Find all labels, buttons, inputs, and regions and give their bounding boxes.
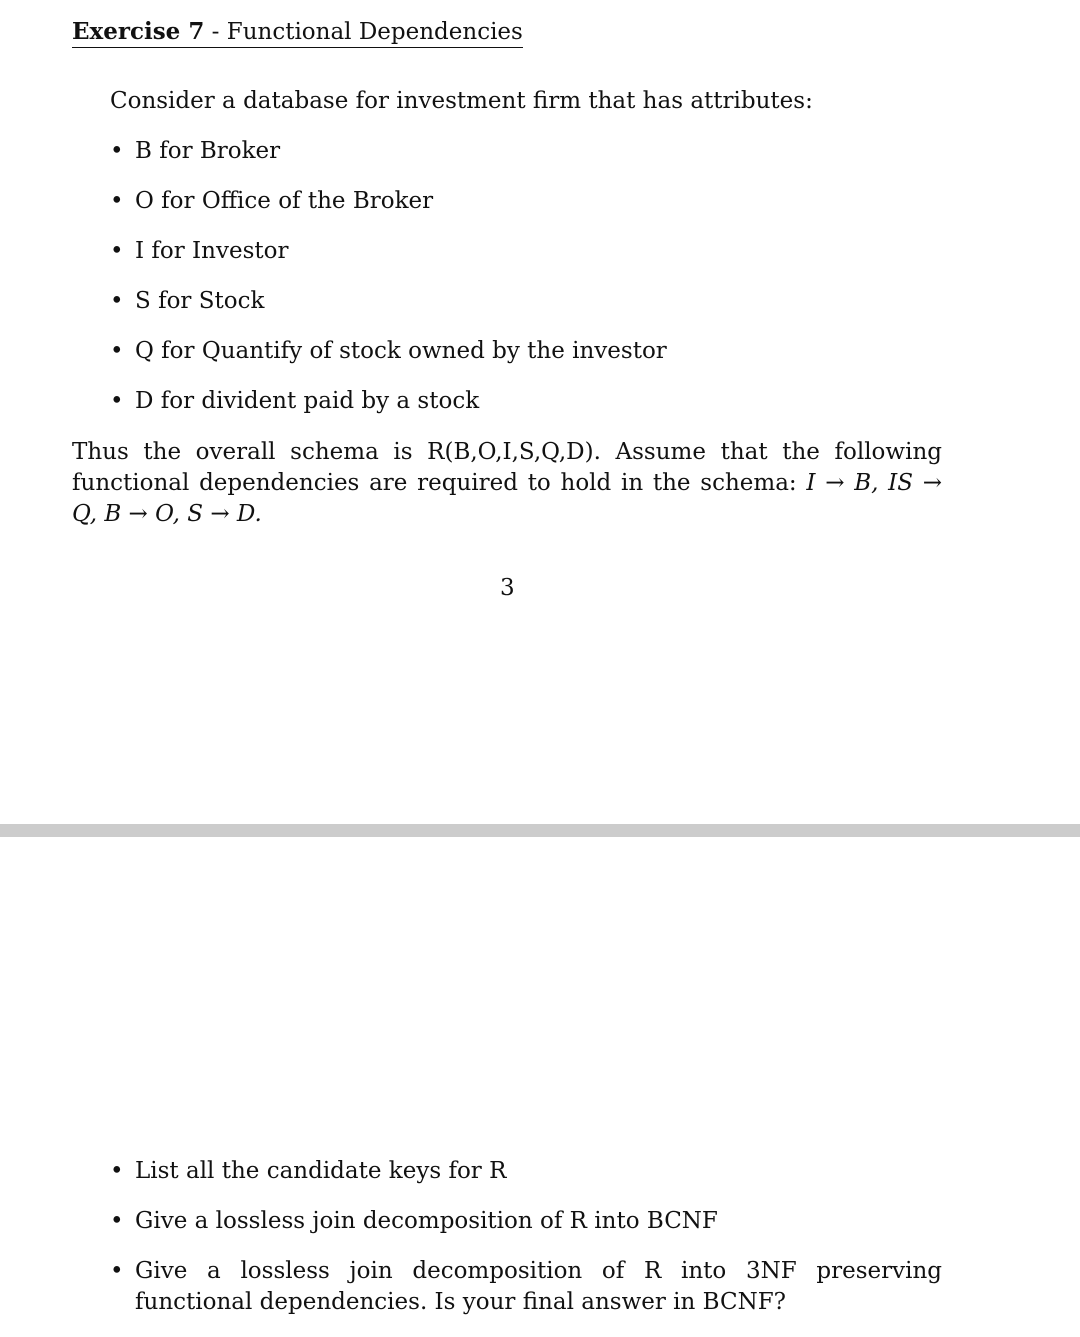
list-item: • B for Broker [110,138,667,188]
schema-text: Thus the overall schema is R(B,O,I,S,Q,D). Assume that the following functional dependencies are required to hold in the schema: [72,439,942,496]
exercise-topic: - Functional Dependencies [204,19,523,45]
list-item: • Give a lossless join decomposition of R into BCNF [110,1206,942,1237]
bullet-icon: • [110,338,124,364]
page-divider [0,824,1080,837]
list-item: • List all the candidate keys for R [110,1156,942,1187]
list-item: • I for Investor [110,238,667,288]
functional-dependencies: I → B, IS → Q, B → O, S → D. [72,470,942,527]
question-list [110,1156,942,1337]
bullet-icon: • [110,1258,124,1284]
bullet-icon: • [110,1158,124,1184]
page-number: 3 [500,575,515,601]
bullet-icon: • [110,388,124,414]
exercise-title [72,18,523,48]
list-item: • O for Office of the Broker [110,188,667,238]
list-item: • S for Stock [110,288,667,338]
bullet-icon: • [110,288,124,314]
bullet-icon: • [110,1208,124,1234]
list-item: • Give a lossless join decomposition of R into 3NF preserving functional dependencies. Is your final answer in BCNF? [110,1256,942,1318]
bullet-icon: • [110,238,124,264]
schema-paragraph [72,437,942,530]
list-item: • Q for Quantify of stock owned by the investor [110,338,667,388]
list-item: • D for divident paid by a stock [110,388,667,438]
bullet-icon: • [110,188,124,214]
exercise-number: Exercise 7 [72,18,205,45]
bullet-icon: • [110,138,124,164]
intro-text: Consider a database for investment firm that has attributes: [110,88,813,114]
attribute-list [110,138,667,438]
